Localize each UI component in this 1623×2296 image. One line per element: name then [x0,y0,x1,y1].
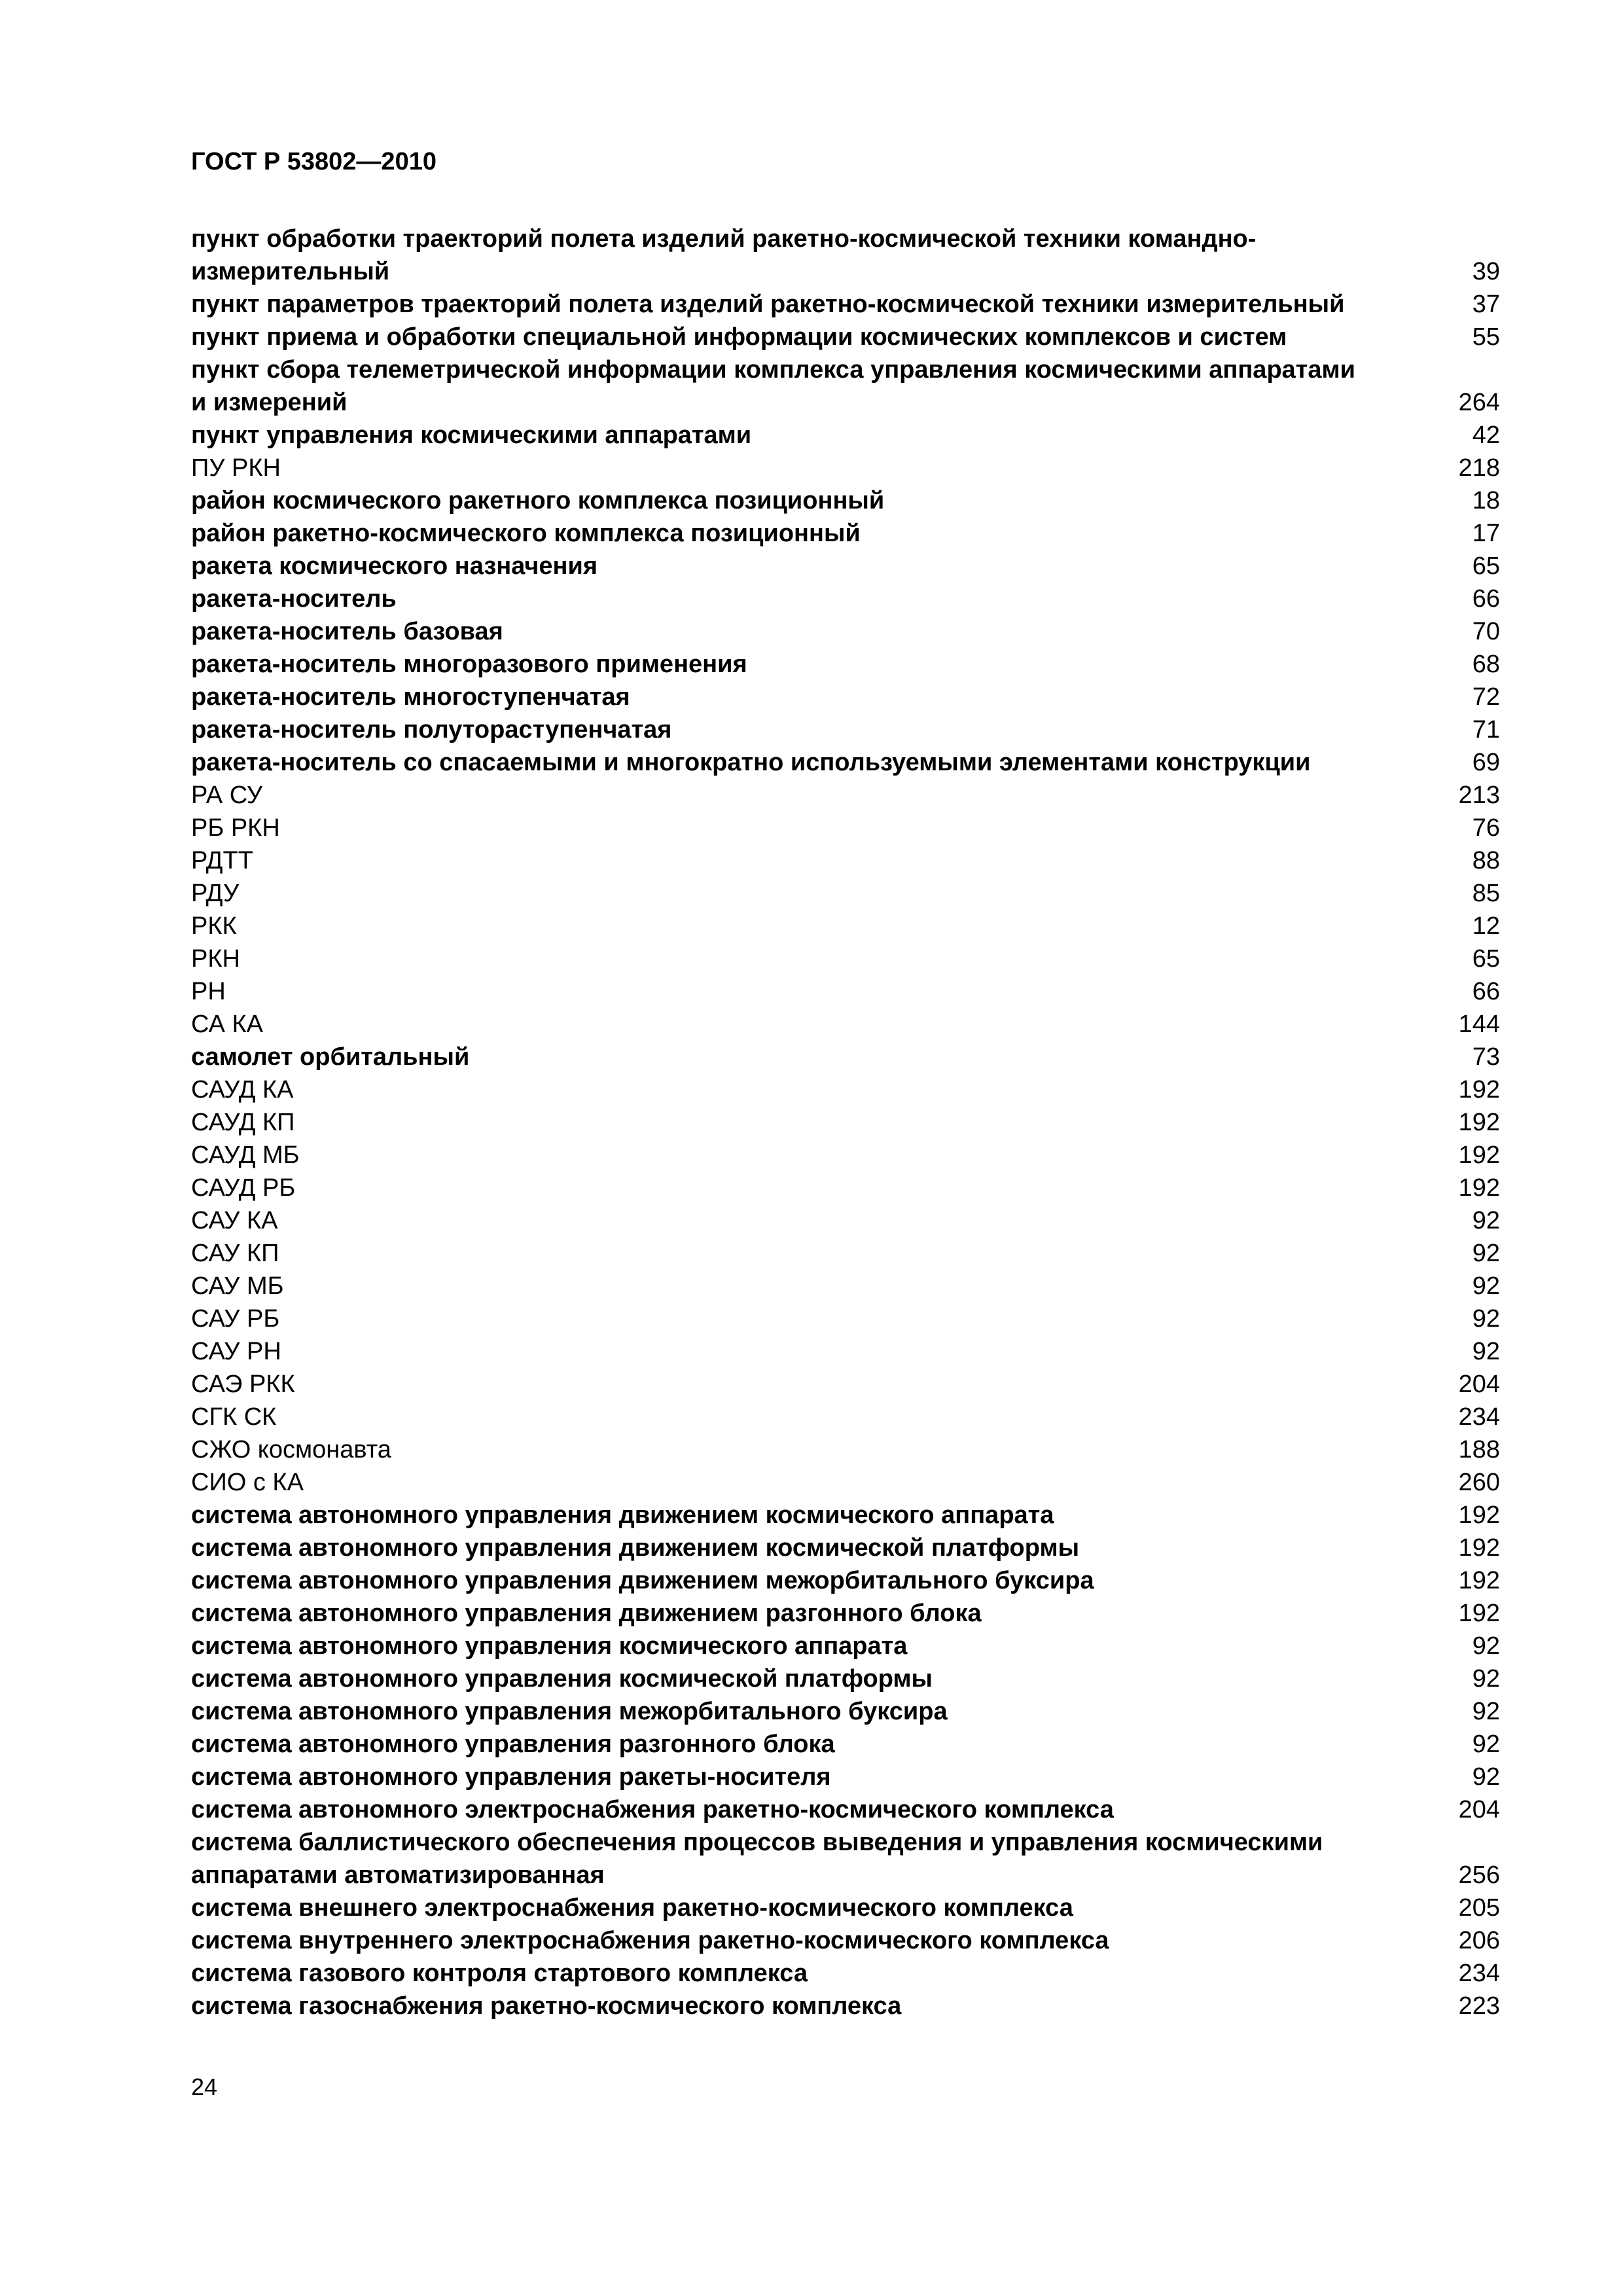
index-page-ref: 92 [1472,1305,1500,1333]
index-page-ref: 37 [1472,291,1500,318]
index-term: РБ РКН [191,814,280,842]
index-page-ref: 205 [1458,1894,1500,1922]
index-page-ref: 66 [1472,585,1500,613]
page-number: 24 [191,2073,218,2100]
index-entry [191,1041,1500,1073]
index-page-ref: 73 [1472,1043,1500,1071]
index-page-ref: 206 [1458,1927,1500,1954]
index-page-ref: 192 [1458,1109,1500,1136]
index-term: система газового контроля стартового комплекса [191,1960,808,1987]
index-term: система автономного управления космического аппарата [191,1632,908,1660]
index-term: система внутреннего электроснабжения ракетно-космического комплекса [191,1927,1109,1954]
index-page-ref: 234 [1458,1960,1500,1987]
index-term: СА КА [191,1011,263,1038]
index-page-ref: 92 [1472,1632,1500,1660]
index-page-ref: 12 [1472,912,1500,940]
index-entry [191,844,1500,877]
index-page-ref: 42 [1472,422,1500,449]
index-term: САУД РБ [191,1174,296,1202]
index-term: ракета-носитель базовая [191,618,503,645]
index-entry [191,779,1500,812]
index-term: САЭ РКК [191,1371,295,1398]
index-page-ref: 18 [1472,487,1500,514]
index-term: РДУ [191,880,240,907]
index-entry [191,1924,1500,1957]
index-page-ref: 192 [1458,1534,1500,1562]
index-page-ref: 92 [1472,1665,1500,1693]
index-page-ref: 55 [1472,323,1500,351]
index-page-ref: 204 [1458,1796,1500,1823]
index-entry [191,615,1500,648]
index-term: система автономного управления разгонного блока [191,1731,835,1758]
index-page-ref: 192 [1458,1076,1500,1103]
term-index [191,223,1500,2022]
index-term: пункт параметров траекторий полета изделий ракетно-космической техники измерительный [191,291,1345,318]
index-entry [191,1106,1500,1139]
index-page-ref: 192 [1458,1501,1500,1529]
index-term: САУ КА [191,1207,278,1234]
index-page-ref: 223 [1458,1992,1500,2020]
index-entry [191,321,1500,353]
index-entry [191,1433,1500,1466]
index-term: САУ КП [191,1240,279,1267]
index-entry [191,517,1500,550]
index-term: СИО с КА [191,1469,304,1496]
index-entry [191,1532,1500,1564]
index-term: РДТТ [191,847,253,874]
index-entry [191,1695,1500,1728]
index-entry [191,910,1500,942]
index-entry [191,681,1500,713]
index-page-ref: 92 [1472,1272,1500,1300]
index-term: РА СУ [191,781,263,809]
index-page-ref: 144 [1458,1011,1500,1038]
index-entry [191,1335,1500,1368]
index-entry [191,419,1500,452]
index-entry [191,223,1500,288]
index-page-ref: 260 [1458,1469,1500,1496]
index-term: пункт обработки траекторий полета изделий ракетно-космической техники командно-измерительный [191,225,1257,285]
index-term: самолет орбитальный [191,1043,470,1071]
index-page-ref: 264 [1458,389,1500,416]
index-page-ref: 68 [1472,651,1500,678]
index-entry [191,713,1500,746]
index-entry [191,1892,1500,1924]
index-entry [191,812,1500,844]
index-page-ref: 71 [1472,716,1500,744]
index-term: система автономного управления движением космической платформы [191,1534,1080,1562]
index-entry [191,975,1500,1008]
index-term: система автономного электроснабжения ракетно-космического комплекса [191,1796,1114,1823]
index-entry [191,1761,1500,1793]
index-term: САУД МБ [191,1141,300,1169]
index-term: РКК [191,912,237,940]
index-entry [191,1499,1500,1532]
index-term: пункт сбора телеметрической информации комплекса управления космическими аппаратами и измерений [191,356,1356,416]
index-entry [191,452,1500,484]
index-page-ref: 66 [1472,978,1500,1005]
index-page-ref: 69 [1472,749,1500,776]
index-term: пункт управления космическими аппаратами [191,422,752,449]
index-entry [191,1270,1500,1302]
index-page-ref: 85 [1472,880,1500,907]
index-entry [191,1172,1500,1204]
index-term: район ракетно-космического комплекса позиционный [191,520,861,547]
index-page-ref: 92 [1472,1731,1500,1758]
index-entry [191,288,1500,321]
index-entry [191,1073,1500,1106]
index-term: ракета-носитель [191,585,397,613]
index-term: ПУ РКН [191,454,281,482]
index-page-ref: 204 [1458,1371,1500,1398]
index-entry [191,1564,1500,1597]
index-page-ref: 92 [1472,1207,1500,1234]
index-entry [191,1826,1500,1892]
index-term: СГК СК [191,1403,277,1431]
index-page-ref: 92 [1472,1763,1500,1791]
index-page-ref: 213 [1458,781,1500,809]
index-page-ref: 192 [1458,1567,1500,1594]
index-term: ракета космического назначения [191,552,598,580]
index-page-ref: 192 [1458,1174,1500,1202]
index-term: район космического ракетного комплекса позиционный [191,487,885,514]
index-entry [191,1630,1500,1662]
index-entry [191,1008,1500,1041]
index-page-ref: 234 [1458,1403,1500,1431]
index-entry [191,1957,1500,1990]
index-page-ref: 92 [1472,1240,1500,1267]
index-term: САУД КП [191,1109,295,1136]
index-term: САУД КА [191,1076,294,1103]
index-entry [191,877,1500,910]
index-entry [191,746,1500,779]
index-entry [191,1368,1500,1401]
index-entry [191,1990,1500,2022]
index-term: система баллистического обеспечения процессов выведения и управления космическими аппаратами автоматизированная [191,1829,1323,1889]
index-entry [191,353,1500,419]
index-term: ракета-носитель многоразового применения [191,651,747,678]
index-entry [191,942,1500,975]
index-page-ref: 76 [1472,814,1500,842]
index-term: система автономного управления межорбитального буксира [191,1698,948,1725]
index-page-ref: 70 [1472,618,1500,645]
index-page-ref: 188 [1458,1436,1500,1463]
index-term: СЖО космонавта [191,1436,391,1463]
index-page-ref: 218 [1458,454,1500,482]
index-entry [191,550,1500,583]
index-entry [191,1793,1500,1826]
index-term: система автономного управления движением межорбитального буксира [191,1567,1094,1594]
index-entry [191,1728,1500,1761]
index-entry [191,484,1500,517]
index-term: ракета-носитель со спасаемыми и многократно используемыми элементами конструкции [191,749,1311,776]
document-header: ГОСТ Р 53802—2010 [191,148,437,175]
index-entry [191,1302,1500,1335]
index-term: РН [191,978,226,1005]
index-page-ref: 256 [1458,1861,1500,1889]
index-page-ref: 65 [1472,552,1500,580]
index-term: САУ РН [191,1338,281,1365]
index-term: система автономного управления движением разгонного блока [191,1600,982,1627]
index-entry [191,1597,1500,1630]
index-term: САУ РБ [191,1305,280,1333]
index-page-ref: 92 [1472,1338,1500,1365]
index-entry [191,1662,1500,1695]
index-entry [191,1139,1500,1172]
index-entry [191,1466,1500,1499]
index-term: система автономного управления ракеты-носителя [191,1763,831,1791]
index-term: пункт приема и обработки специальной информации космических комплексов и систем [191,323,1287,351]
index-entry [191,1401,1500,1433]
index-term: ракета-носитель полутораступенчатая [191,716,672,744]
index-term: система автономного управления космической платформы [191,1665,933,1693]
index-entry [191,583,1500,615]
index-term: ракета-носитель многоступенчатая [191,683,630,711]
index-entry [191,1204,1500,1237]
index-entry [191,648,1500,681]
index-page-ref: 39 [1472,258,1500,285]
index-page-ref: 192 [1458,1600,1500,1627]
index-entry [191,1237,1500,1270]
index-page-ref: 92 [1472,1698,1500,1725]
index-page-ref: 72 [1472,683,1500,711]
index-term: РКН [191,945,240,973]
index-page-ref: 192 [1458,1141,1500,1169]
index-term: система внешнего электроснабжения ракетно-космического комплекса [191,1894,1073,1922]
index-page-ref: 88 [1472,847,1500,874]
index-page-ref: 17 [1472,520,1500,547]
index-term: САУ МБ [191,1272,284,1300]
index-page-ref: 65 [1472,945,1500,973]
index-term: система автономного управления движением космического аппарата [191,1501,1054,1529]
index-term: система газоснабжения ракетно-космического комплекса [191,1992,902,2020]
